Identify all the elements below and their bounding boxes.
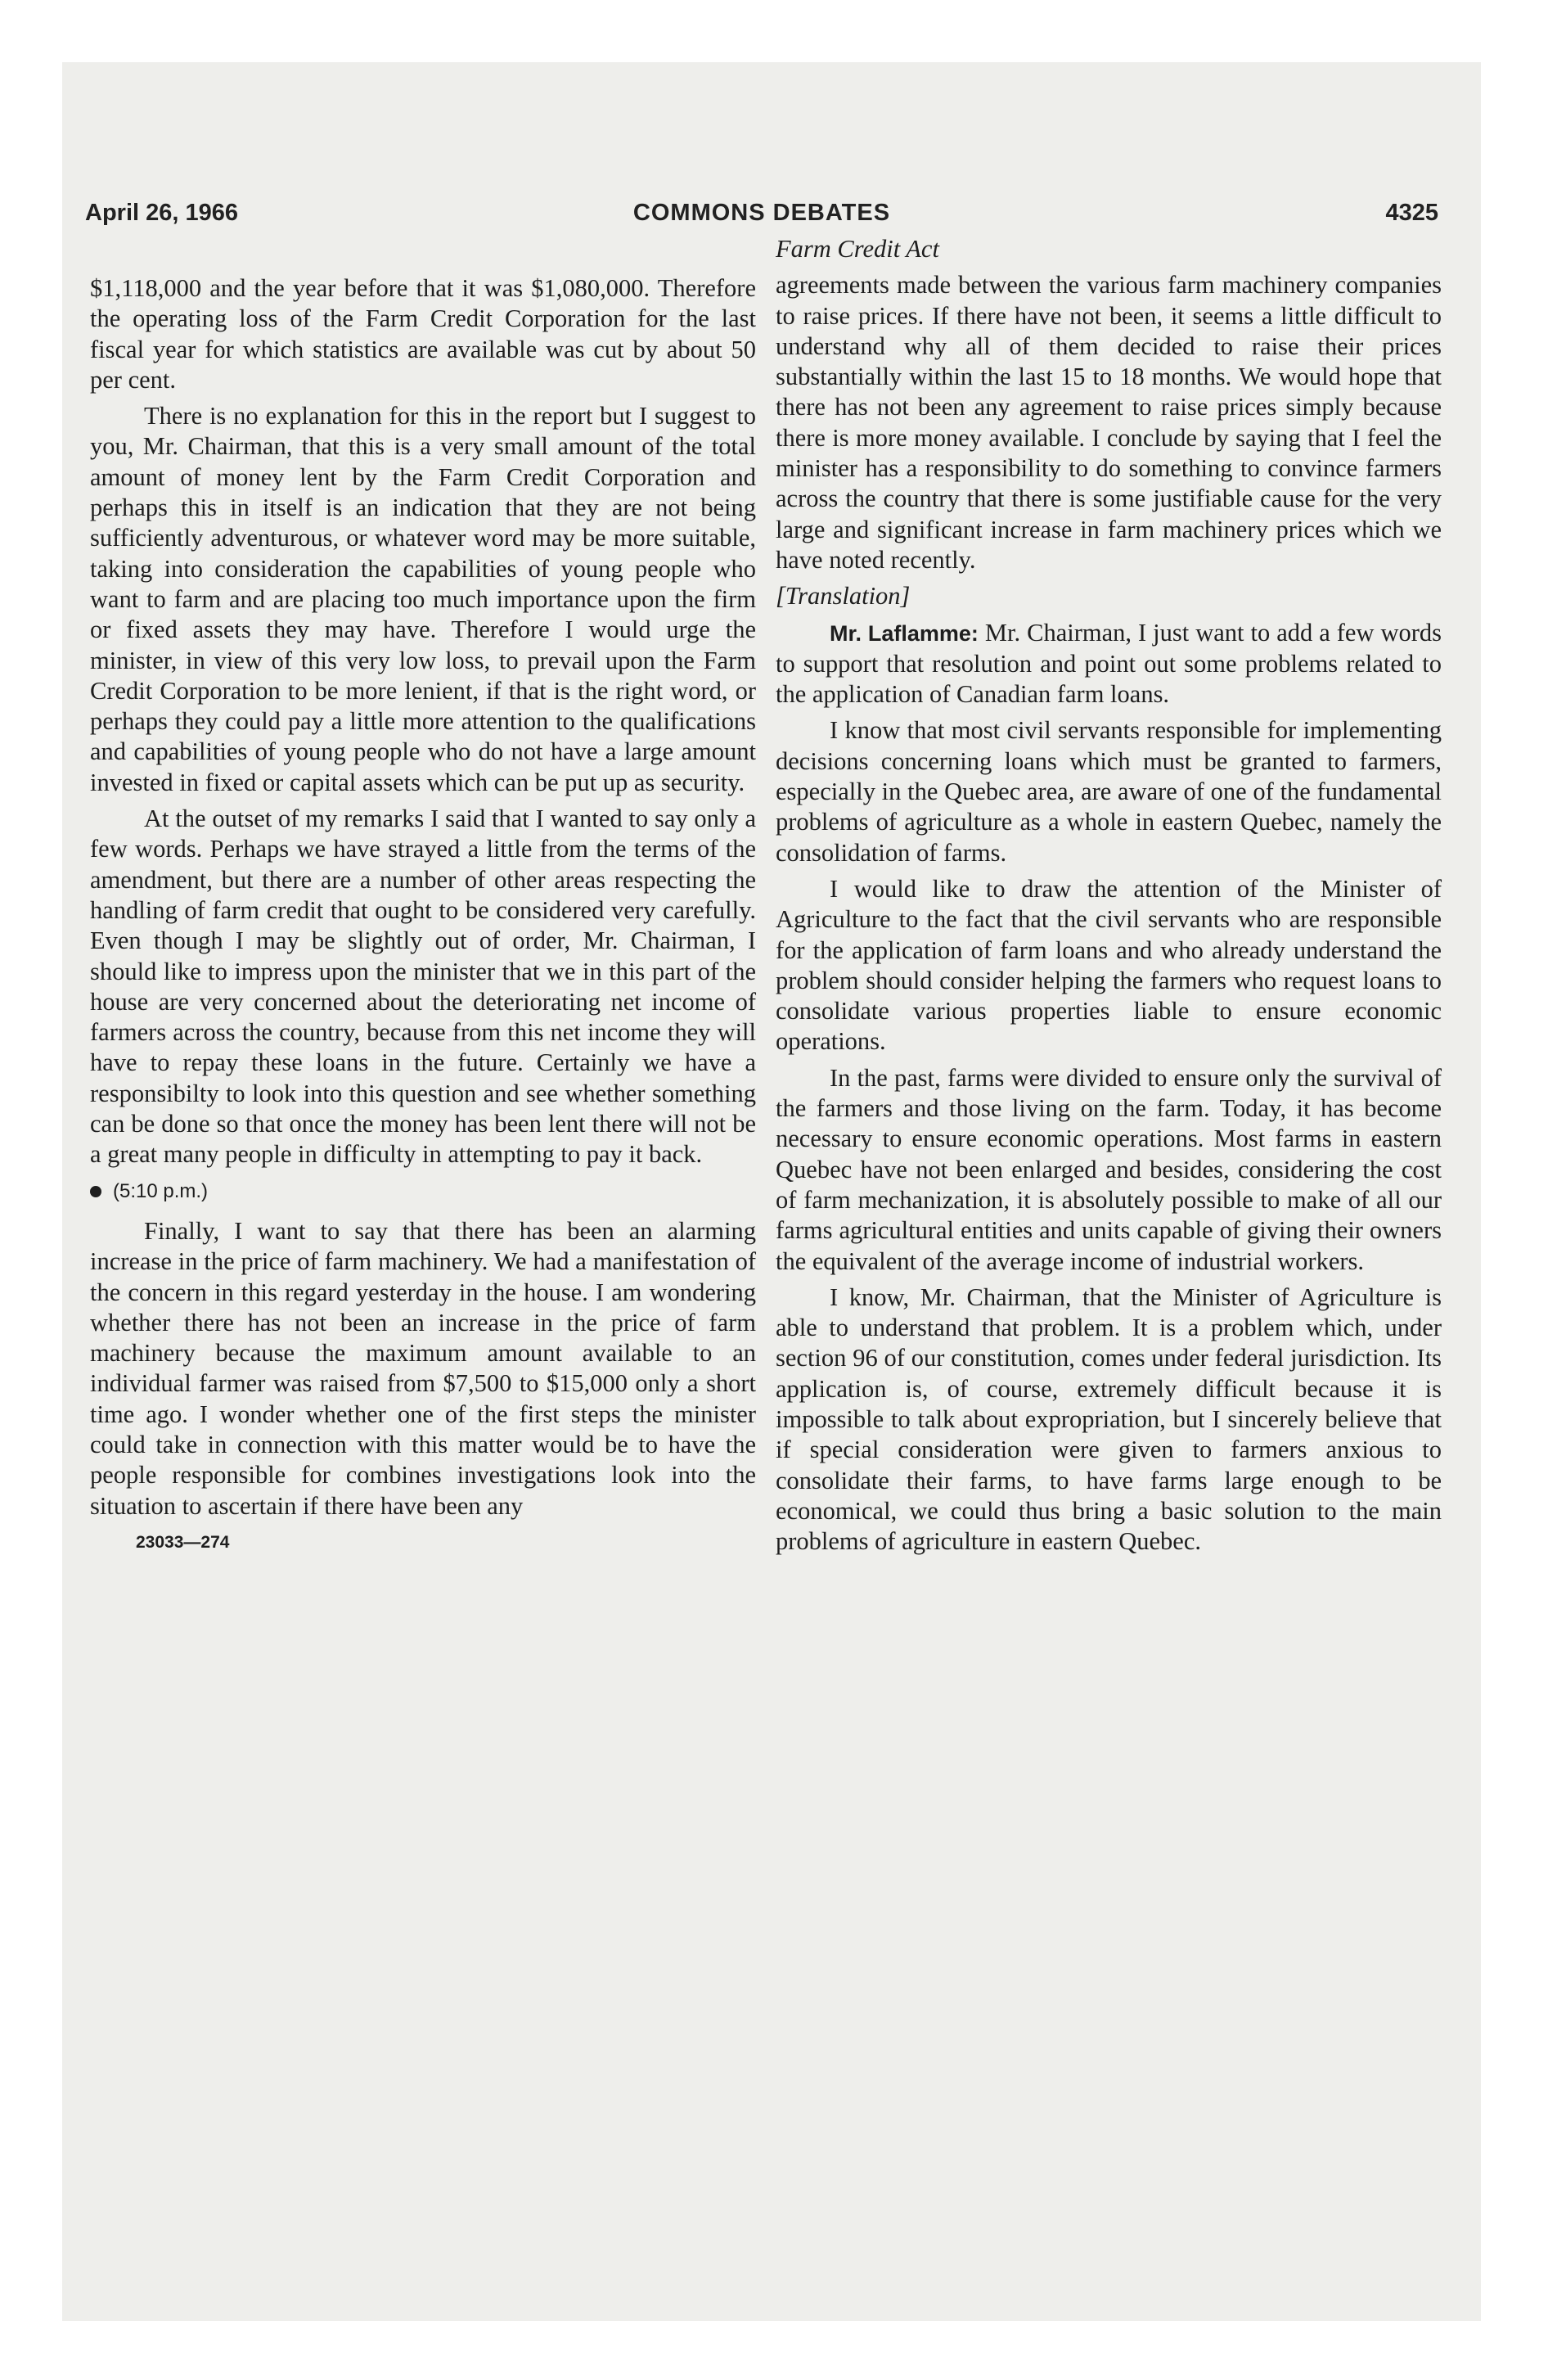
right-paragraph-3: I know that most civil servants responsible for implementing decisions concerning loans which must be granted to farmers, especially in the Quebec area, are aware of one of the fundamental problems of agriculture as a whole in eastern Quebec, namely the consolidation of farms.: [776, 716, 1442, 867]
right-paragraph-6: I know, Mr. Chairman, that the Minister of Agriculture is able to understand that problem. It is a problem which, under section 96 of our constitution, comes under federal jurisdiction. Its application is, of course, extremely difficult because it is impossible to talk about expropriation, but I sincerely believe that if special consideration were given to farmers anxious to consolidate their farms, to have farms large enough to be economical, we could thus bring a basic solution to the main problems of agriculture in eastern Quebec.: [776, 1282, 1442, 1556]
footer-code: 23033—274: [136, 1532, 230, 1552]
left-column: [90, 273, 756, 1557]
speaker-name: Mr. Laflamme:: [830, 620, 979, 646]
time-marker-text: (5:10 p.m.): [113, 1179, 209, 1202]
section-heading: Farm Credit Act: [776, 235, 939, 263]
time-marker: [90, 1176, 756, 1206]
header-title: COMMONS DEBATES: [632, 200, 891, 226]
right-paragraph-2: [776, 618, 1442, 710]
left-paragraph-3: At the outset of my remarks I said that I wanted to say only a few words. Perhaps we have strayed a little from the terms of the amendment, but there are a number of other areas respecting the handling of farm credit that ought to be considered very carefully. Even though I may be slightly out of order, Mr. Chairman, I should like to impress upon the minister that we in this part of the house are very concerned about the deteriorating net income of farmers across the country, because from this net income they will have to repay these loans in the future. Certainly we have a responsibilty to look into this question and see whether something can be done so that once the money has been lent there will not be a great many people in difficulty in attempting to pay it back.: [90, 805, 756, 1169]
speaker-text: Mr. Chairman, I just want to add a few words to support that resolution and point out some problems related to the application of Canadian farm loans.: [776, 618, 1442, 709]
header-date: April 26, 1966: [85, 200, 238, 226]
left-paragraph-4: Finally, I want to say that there has been an alarming increase in the price of farm machinery. We had a manifestation of the concern in this regard yesterday in the house. I am wondering whether there has not been an increase in the price of farm machinery because the maximum amount available to an individual farmer was raised from $7,500 to $15,000 only a short time ago. I wonder whether one of the first steps the minister could take in connection with this matter would be to have the people responsible for combines investigations look into the situation to ascertain if there have been any: [90, 1216, 756, 1520]
right-paragraph-1: agreements made between the various farm machinery companies to raise prices. If there have not been, it seems a little difficult to understand why all of them decided to raise their prices substantially within the last 15 to 18 months. We would hope that there has not been any agreement to raise prices simply because there is more money available. I conclude by saying that I feel the minister has a responsibility to do something to convince farmers across the country that there is some justifiable cause for the very large and significant increase in farm machinery prices which we have noted recently.: [776, 271, 1442, 574]
bullet-icon: [90, 1186, 101, 1197]
left-paragraph-2: There is no explanation for this in the report but I suggest to you, Mr. Chairman, that this is a very small amount of the total amount of money lent by the Farm Credit Corporation and perhaps this in itself is an indication that they are not being sufficiently adventurous, or whatever word may be more suitable, taking into consideration the capabilities of young people who want to farm and are placing too much importance upon the firm or fixed assets they may have. Therefore I would urge the minister, in view of this very low loss, to prevail upon the Farm Credit Corporation to be more lenient, if that is the right word, or perhaps they could pay a little more attention to the qualifications and capabilities of young people who do not have a large amount invested in fixed or capital assets which can be put up as security.: [90, 402, 756, 796]
right-paragraph-4: I would like to draw the attention of the Minister of Agriculture to the fact that the civil servants who are responsible for the application of farm loans and who already understand the problem should consider helping the farmers who request loans to consolidate various properties liable to ensure economic operations.: [776, 874, 1442, 1056]
left-paragraph-1: $1,118,000 and the year before that it was $1,080,000. Therefore the operating loss of the Farm Credit Corporation for the last fiscal year for which statistics are available was cut by about 50 per cent.: [90, 274, 756, 394]
translation-note: [Translation]: [776, 582, 911, 611]
header-page-number: 4325: [1385, 200, 1438, 226]
right-paragraph-5: In the past, farms were divided to ensure only the survival of the farmers and those living on the farm. Today, it has become necessary to ensure economic operations. Most farms in eastern Quebec have not been enlarged and besides, considering the cost of farm mechanization, it is absolutely possible to make of all our farms agricultural entities and units capable of giving their owners the equivalent of the average income of industrial workers.: [776, 1063, 1442, 1275]
page-header: [85, 200, 1438, 232]
right-column: [776, 234, 1442, 1562]
